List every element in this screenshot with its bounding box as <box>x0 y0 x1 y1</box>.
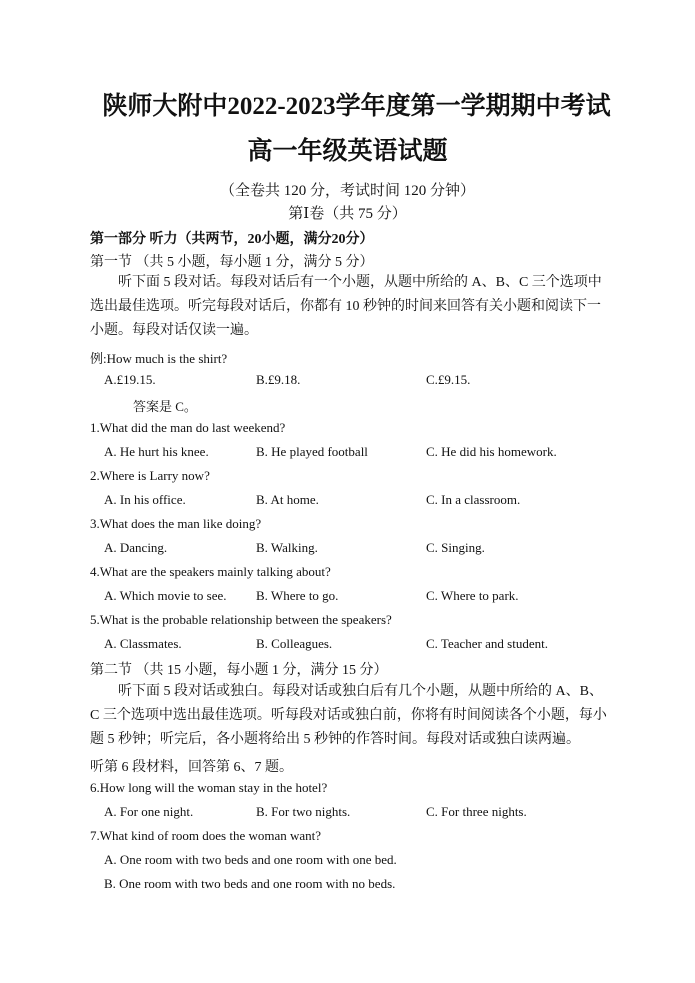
example-option-c: C.£9.15. <box>426 372 471 387</box>
exam-note: （全卷共 120 分，考试时间 120 分钟） <box>219 183 475 199</box>
question-3-option-b: B. Walking. <box>256 540 318 555</box>
section1-instructions <box>90 271 610 343</box>
section2-instructions <box>90 680 610 752</box>
question-2: 2.Where is Larry now? <box>90 468 210 483</box>
question-1: 1.What did the man do last weekend? <box>90 420 286 435</box>
question-3: 3.What does the man like doing? <box>90 516 262 531</box>
question-4-option-b: B. Where to go. <box>256 588 339 603</box>
question-1-option-c: C. He did his homework. <box>426 444 557 459</box>
question-6-option-b: B. For two nights. <box>256 804 351 819</box>
question-4: 4.What are the speakers mainly talking about? <box>90 564 331 579</box>
section1-instructions-text: 听下面 5 段对话。每段对话后有一个小题，从题中所给的 A、B、C 三个选项中选出最佳选项。听完每段对话后，你都有 10 秒钟的时间来回答有关小题和阅读下一小题。每段对话仅读一遍。 <box>90 275 602 338</box>
part1-heading: 第一部分 听力（共两节，20小题，满分20分） <box>90 232 374 247</box>
question-4-option-c: C. Where to park. <box>426 588 519 603</box>
question-6-option-a: A. For one night. <box>104 804 194 819</box>
section1-heading: 第一节 （共 5 小题，每小题 1 分，满分 5 分） <box>90 255 374 270</box>
question-6-option-c: C. For three nights. <box>426 804 527 819</box>
question-5-option-c: C. Teacher and student. <box>426 636 548 651</box>
question-6: 6.How long will the woman stay in the hotel? <box>90 780 328 795</box>
question-5: 5.What is the probable relationship between the speakers? <box>90 612 392 627</box>
question-1-option-b: B. He played football <box>256 444 368 459</box>
question-7: 7.What kind of room does the woman want? <box>90 828 322 843</box>
exam-title: 陕师大附中2022-2023学年度第一学期期中考试 <box>102 93 611 120</box>
question-2-option-c: C. In a classroom. <box>426 492 521 507</box>
example-option-a: A.£19.15. <box>104 372 156 387</box>
question-7-option-a: A. One room with two beds and one room with one bed. <box>104 852 397 867</box>
section2-instructions-text: 听下面 5 段对话或独白。每段对话或独白后有几个小题，从题中所给的 A、B、C 三个选项中选出最佳选项。听每段对话或独白前，你将有时间阅读各个小题，每小题 5 秒钟；听完后，各小题将给出 5 秒钟的作答时间。每段对话或独白读两遍。 <box>90 684 607 747</box>
question-1-option-a: A. He hurt his knee. <box>104 444 209 459</box>
exam-subtitle: 高一年级英语试题 <box>247 138 448 165</box>
question-3-option-c: C. Singing. <box>426 540 485 555</box>
question-2-option-a: A. In his office. <box>104 492 186 507</box>
example-question: 例:How much is the shirt? <box>90 351 228 366</box>
question-7-option-b: B. One room with two beds and one room with no beds. <box>104 876 396 891</box>
example-answer: 答案是 C。 <box>133 399 197 414</box>
question-3-option-a: A. Dancing. <box>104 540 168 555</box>
example-option-b: B.£9.18. <box>256 372 301 387</box>
question-4-option-a: A. Which movie to see. <box>104 588 227 603</box>
section2-heading: 第二节 （共 15 小题，每小题 1 分，满分 15 分） <box>90 663 388 678</box>
question-5-option-a: A. Classmates. <box>104 636 182 651</box>
question-5-option-b: B. Colleagues. <box>256 636 333 651</box>
question-2-option-b: B. At home. <box>256 492 319 507</box>
volume-label: 第Ⅰ卷（共 75 分） <box>288 206 407 222</box>
material-6-label: 听第 6 段材料，回答第 6、7 题。 <box>90 760 293 775</box>
